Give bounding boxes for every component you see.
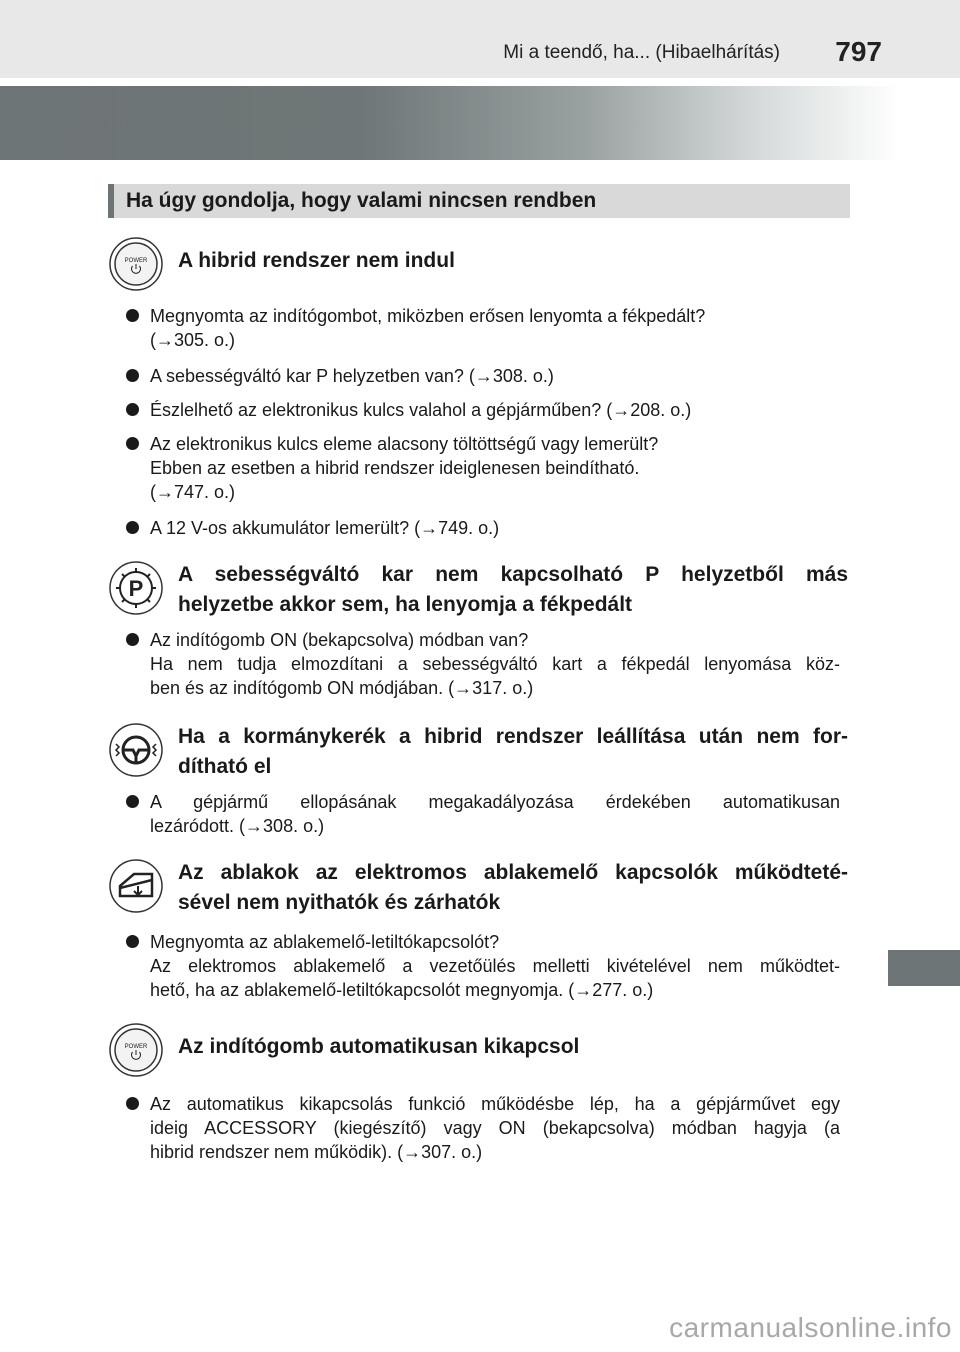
page-reference-link[interactable]: (→305. o.) [150, 330, 236, 350]
bullet-item: Az automatikus kikapcsolás funkció működésbe lép, ha a gépjárművet egy ideig ACCESSORY (kiegészítő) vagy ON (bekapcsolva) módban hagyja (a hibrid rendszer nem működik). (→307. o.) [150, 1092, 840, 1164]
topic-steering-locked [108, 722, 848, 842]
bullet-item: A gépjármű ellopásának megakadályozása érdekében automatikusan lezáródott. (→308. o.) [150, 790, 840, 838]
page-number: 797 [835, 36, 882, 67]
page-reference-link[interactable]: lezáródott. (→308. o.) [150, 816, 325, 836]
topic-power-auto-off [108, 1022, 848, 1182]
window-lock-icon [108, 858, 164, 914]
decorative-banner [0, 86, 900, 160]
power-icon-label: POWER [124, 258, 148, 264]
topic-windows-not-operating [108, 858, 848, 1008]
steering-lock-icon [108, 722, 164, 778]
power-icon-label: POWER [124, 1044, 148, 1050]
topic-title: Az indítógomb automatikusan kikapcsol [178, 1035, 580, 1058]
bullet-item: Az indítógomb ON (bekapcsolva) módban van? Ha nem tudja elmozdítani a sebességváltó kart a fékpedál lenyomása köz- ben és az indítógomb ON módjában. (→317. o.) [150, 628, 840, 700]
bullet-item: A sebességváltó kar P helyzetben van? (→308. o.) [150, 364, 840, 388]
topic-title: A sebességváltó kar nem kapcsolható P helyzetből más helyzetbe akkor sem, ha lenyomja a fékpedált [178, 563, 848, 616]
bullet-item: Az elektronikus kulcs eleme alacsony töltöttségű vagy lemerült? Ebben az esetben a hibrid rendszer ideiglenesen beindítható. (→747. o.) [150, 432, 840, 504]
topic-hybrid-not-starting [108, 236, 848, 536]
park-icon-label: P [128, 576, 144, 601]
power-button-icon [108, 1022, 164, 1078]
bullet-item: Megnyomta az indítógombot, miközben erősen lenyomta a fékpedált? (→305. o.) [150, 304, 840, 352]
header-strip [0, 0, 960, 78]
page-reference-link[interactable]: hibrid rendszer nem működik). (→307. o.) [150, 1142, 483, 1162]
page-reference-link[interactable]: (→747. o.) [150, 482, 236, 502]
page-reference-link[interactable]: hető, ha az ablakemelő-letiltókapcsolót megnyomja. (→277. o.) [150, 980, 654, 1000]
park-gear-icon [108, 560, 164, 616]
topic-title: Az ablakok az elektromos ablakemelő kapcsolók működteté- sével nem nyithatók és zárhatók [178, 861, 848, 914]
topic-title: Ha a kormánykerék a hibrid rendszer leállítása után nem for- dítható el [178, 725, 848, 778]
watermark: carmanualsonline.info [669, 1312, 952, 1343]
running-header-title: Mi a teendő, ha... (Hibaelhárítás) [503, 42, 780, 63]
bullet-item: Megnyomta az ablakemelő-letiltókapcsolót? Az elektromos ablakemelő a vezetőülés melletti kivételével nem működtet- hető, ha az ablakemelő-letiltókapcsolót megnyomja. (→277. o.) [150, 930, 840, 1002]
bullet-item: Észlelhető az elektronikus kulcs valahol a gépjárműben? (→208. o.) [150, 398, 840, 422]
bullet-item: A 12 V-os akkumulátor lemerült? (→749. o.) [150, 516, 840, 540]
chapter-side-tab[interactable] [888, 950, 960, 986]
page-reference-link[interactable]: ben és az indítógomb ON módjában. (→317. o.) [150, 678, 534, 698]
topic-shift-lever-stuck [108, 560, 848, 710]
topic-title: A hibrid rendszer nem indul [178, 249, 455, 272]
section-heading: Ha úgy gondolja, hogy valami nincsen rendben [108, 184, 850, 218]
power-button-icon [108, 236, 164, 292]
